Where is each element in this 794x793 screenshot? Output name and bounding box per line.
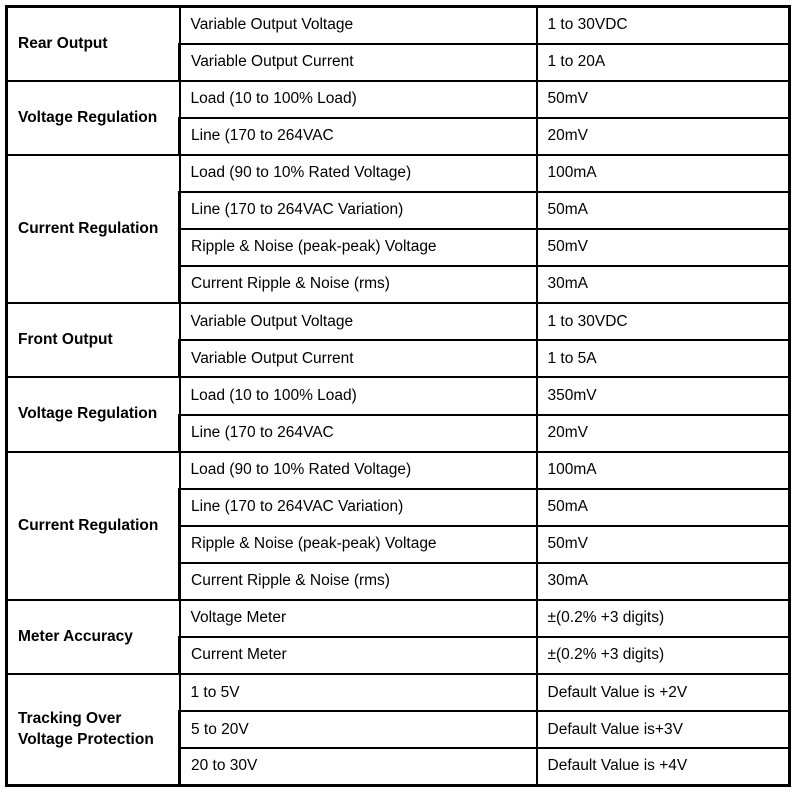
parameter-cell: Line (170 to 264VAC [180,415,537,452]
value-cell: 20mV [537,118,790,155]
value-cell: 50mV [537,229,790,266]
value-cell: 30mA [537,266,790,303]
value-cell: 1 to 30VDC [537,303,790,340]
parameter-cell: Line (170 to 264VAC Variation) [180,489,537,526]
parameter-cell: Voltage Meter [180,600,537,637]
value-cell: 350mV [537,377,790,414]
parameter-cell: 5 to 20V [180,711,537,748]
parameter-cell: Load (90 to 10% Rated Voltage) [180,452,537,489]
table-row [7,452,790,489]
specification-table-body [7,7,790,786]
parameter-cell: 20 to 30V [180,748,537,785]
parameter-cell: Current Ripple & Noise (rms) [180,266,537,303]
table-row [7,377,790,414]
value-cell: 20mV [537,415,790,452]
group-label-cell: Voltage Regulation [7,81,180,155]
value-cell: 50mA [537,489,790,526]
parameter-cell: Line (170 to 264VAC Variation) [180,192,537,229]
value-cell: 30mA [537,563,790,600]
parameter-cell: Line (170 to 264VAC [180,118,537,155]
parameter-cell: Current Meter [180,637,537,674]
value-cell: 1 to 30VDC [537,7,790,44]
group-label-cell: Current Regulation [7,155,180,303]
parameter-cell: Ripple & Noise (peak-peak) Voltage [180,229,537,266]
value-cell: 1 to 20A [537,44,790,81]
table-row [7,674,790,711]
table-row [7,81,790,118]
table-row [7,155,790,192]
value-cell: ±(0.2% +3 digits) [537,637,790,674]
value-cell: 100mA [537,452,790,489]
parameter-cell: Ripple & Noise (peak-peak) Voltage [180,526,537,563]
value-cell: ±(0.2% +3 digits) [537,600,790,637]
value-cell: Default Value is +4V [537,748,790,785]
parameter-cell: 1 to 5V [180,674,537,711]
parameter-cell: Load (10 to 100% Load) [180,377,537,414]
parameter-cell: Variable Output Current [180,44,537,81]
parameter-cell: Variable Output Voltage [180,303,537,340]
table-row [7,7,790,44]
table-row [7,600,790,637]
table-row [7,303,790,340]
group-label-cell: Tracking Over Voltage Protection [7,674,180,785]
value-cell: Default Value is +2V [537,674,790,711]
specification-table [5,5,791,787]
value-cell: 50mV [537,526,790,563]
parameter-cell: Load (10 to 100% Load) [180,81,537,118]
parameter-cell: Variable Output Voltage [180,7,537,44]
group-label-cell: Voltage Regulation [7,377,180,451]
parameter-cell: Load (90 to 10% Rated Voltage) [180,155,537,192]
group-label-cell: Meter Accuracy [7,600,180,674]
value-cell: 1 to 5A [537,340,790,377]
parameter-cell: Variable Output Current [180,340,537,377]
parameter-cell: Current Ripple & Noise (rms) [180,563,537,600]
value-cell: Default Value is+3V [537,711,790,748]
group-label-cell: Rear Output [7,7,180,81]
value-cell: 50mV [537,81,790,118]
value-cell: 100mA [537,155,790,192]
group-label-cell: Current Regulation [7,452,180,600]
group-label-cell: Front Output [7,303,180,377]
value-cell: 50mA [537,192,790,229]
